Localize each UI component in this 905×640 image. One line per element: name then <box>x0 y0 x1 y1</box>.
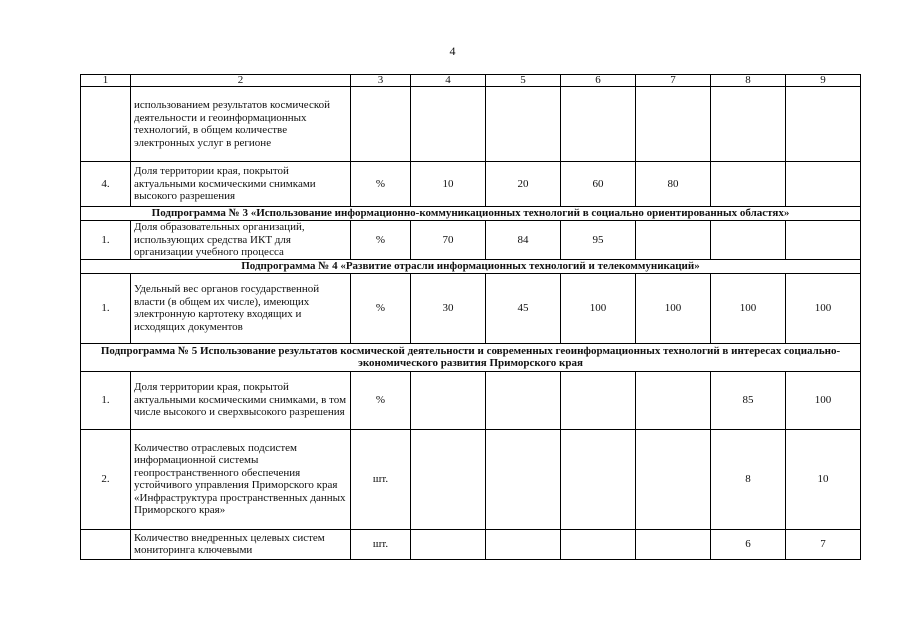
value-cell <box>561 429 636 529</box>
value-cell: 70 <box>411 221 486 260</box>
value-cell: 95 <box>561 221 636 260</box>
table-row <box>81 221 861 260</box>
value-cell: 85 <box>711 371 786 429</box>
value-cell <box>786 162 861 207</box>
value-cell <box>411 529 486 559</box>
value-cell: 10 <box>411 162 486 207</box>
value-cell: 7 <box>786 529 861 559</box>
value-cell <box>711 87 786 162</box>
value-cell: 30 <box>411 273 486 343</box>
value-cell <box>486 429 561 529</box>
row-number: 1. <box>81 371 131 429</box>
value-cell: 100 <box>786 371 861 429</box>
table-row <box>81 529 861 559</box>
value-cell: 100 <box>636 273 711 343</box>
unit-cell: % <box>351 273 411 343</box>
row-number: 1. <box>81 221 131 260</box>
value-cell <box>561 371 636 429</box>
unit-cell: % <box>351 221 411 260</box>
value-cell: 45 <box>486 273 561 343</box>
row-number: 4. <box>81 162 131 207</box>
value-cell: 20 <box>486 162 561 207</box>
value-cell <box>411 371 486 429</box>
value-cell: 100 <box>711 273 786 343</box>
indicator-name: Количество внедренных целевых систем мониторинга ключевыми <box>131 529 351 559</box>
page-number: 4 <box>449 44 456 58</box>
subprogram-title: Подпрограмма № 4 «Развитие отрасли информационных технологий и телекоммуникаций» <box>81 259 861 273</box>
column-number: 9 <box>786 75 861 87</box>
unit-cell: шт. <box>351 529 411 559</box>
unit-cell: % <box>351 371 411 429</box>
column-number: 7 <box>636 75 711 87</box>
indicator-name: Доля образовательных организаций, использующих средства ИКТ для организации учебного процесса <box>131 221 351 260</box>
unit-cell <box>351 87 411 162</box>
table-row <box>81 162 861 207</box>
column-number: 4 <box>411 75 486 87</box>
table-row <box>81 273 861 343</box>
value-cell <box>486 529 561 559</box>
table-row <box>81 429 861 529</box>
subprogram-header <box>81 207 861 221</box>
value-cell: 10 <box>786 429 861 529</box>
value-cell <box>561 529 636 559</box>
column-number-row <box>81 75 861 87</box>
column-number: 1 <box>81 75 131 87</box>
column-number: 2 <box>131 75 351 87</box>
value-cell: 8 <box>711 429 786 529</box>
row-number <box>81 529 131 559</box>
value-cell <box>636 87 711 162</box>
unit-cell: шт. <box>351 429 411 529</box>
indicator-name: Количество отраслевых подсистем информационной системы геопространственного обеспечения устойчивого управления Приморского края «Инфраструктура пространственных данных Приморского края» <box>131 429 351 529</box>
value-cell: 60 <box>561 162 636 207</box>
value-cell <box>411 87 486 162</box>
value-cell <box>411 429 486 529</box>
unit-cell: % <box>351 162 411 207</box>
value-cell <box>711 221 786 260</box>
value-cell: 84 <box>486 221 561 260</box>
row-number <box>81 87 131 162</box>
value-cell <box>786 87 861 162</box>
indicator-name: Доля территории края, покрытой актуальными космическими снимками высокого разрешения <box>131 162 351 207</box>
table-row <box>81 371 861 429</box>
row-number: 2. <box>81 429 131 529</box>
subprogram-title: Подпрограмма № 3 «Использование информационно-коммуникационных технологий в социально ориентированных областях» <box>81 207 861 221</box>
value-cell <box>786 221 861 260</box>
value-cell <box>636 221 711 260</box>
indicator-name: использованием результатов космической деятельности и геоинформационных технологий, в общем количестве электронных услуг в регионе <box>131 87 351 162</box>
row-number: 1. <box>81 273 131 343</box>
indicators-table <box>80 74 861 560</box>
column-number: 5 <box>486 75 561 87</box>
column-number: 6 <box>561 75 636 87</box>
value-cell <box>486 87 561 162</box>
subprogram-header <box>81 259 861 273</box>
indicator-name: Удельный вес органов государственной власти (в общем их числе), имеющих электронную картотеку входящих и исходящих документов <box>131 273 351 343</box>
subprogram-header <box>81 343 861 371</box>
value-cell: 6 <box>711 529 786 559</box>
value-cell <box>636 429 711 529</box>
column-number: 8 <box>711 75 786 87</box>
value-cell: 100 <box>786 273 861 343</box>
subprogram-title: Подпрограмма № 5 Использование результатов космической деятельности и современных геоинформационных технологий в интересах социально-экономического развития Приморского края <box>81 343 861 371</box>
indicator-name: Доля территории края, покрытой актуальными космическими снимками, в том числе высокого и сверхвысокого разрешения <box>131 371 351 429</box>
value-cell <box>711 162 786 207</box>
value-cell: 80 <box>636 162 711 207</box>
value-cell: 100 <box>561 273 636 343</box>
value-cell <box>486 371 561 429</box>
value-cell <box>636 371 711 429</box>
value-cell <box>561 87 636 162</box>
value-cell <box>636 529 711 559</box>
table-row <box>81 87 861 162</box>
column-number: 3 <box>351 75 411 87</box>
